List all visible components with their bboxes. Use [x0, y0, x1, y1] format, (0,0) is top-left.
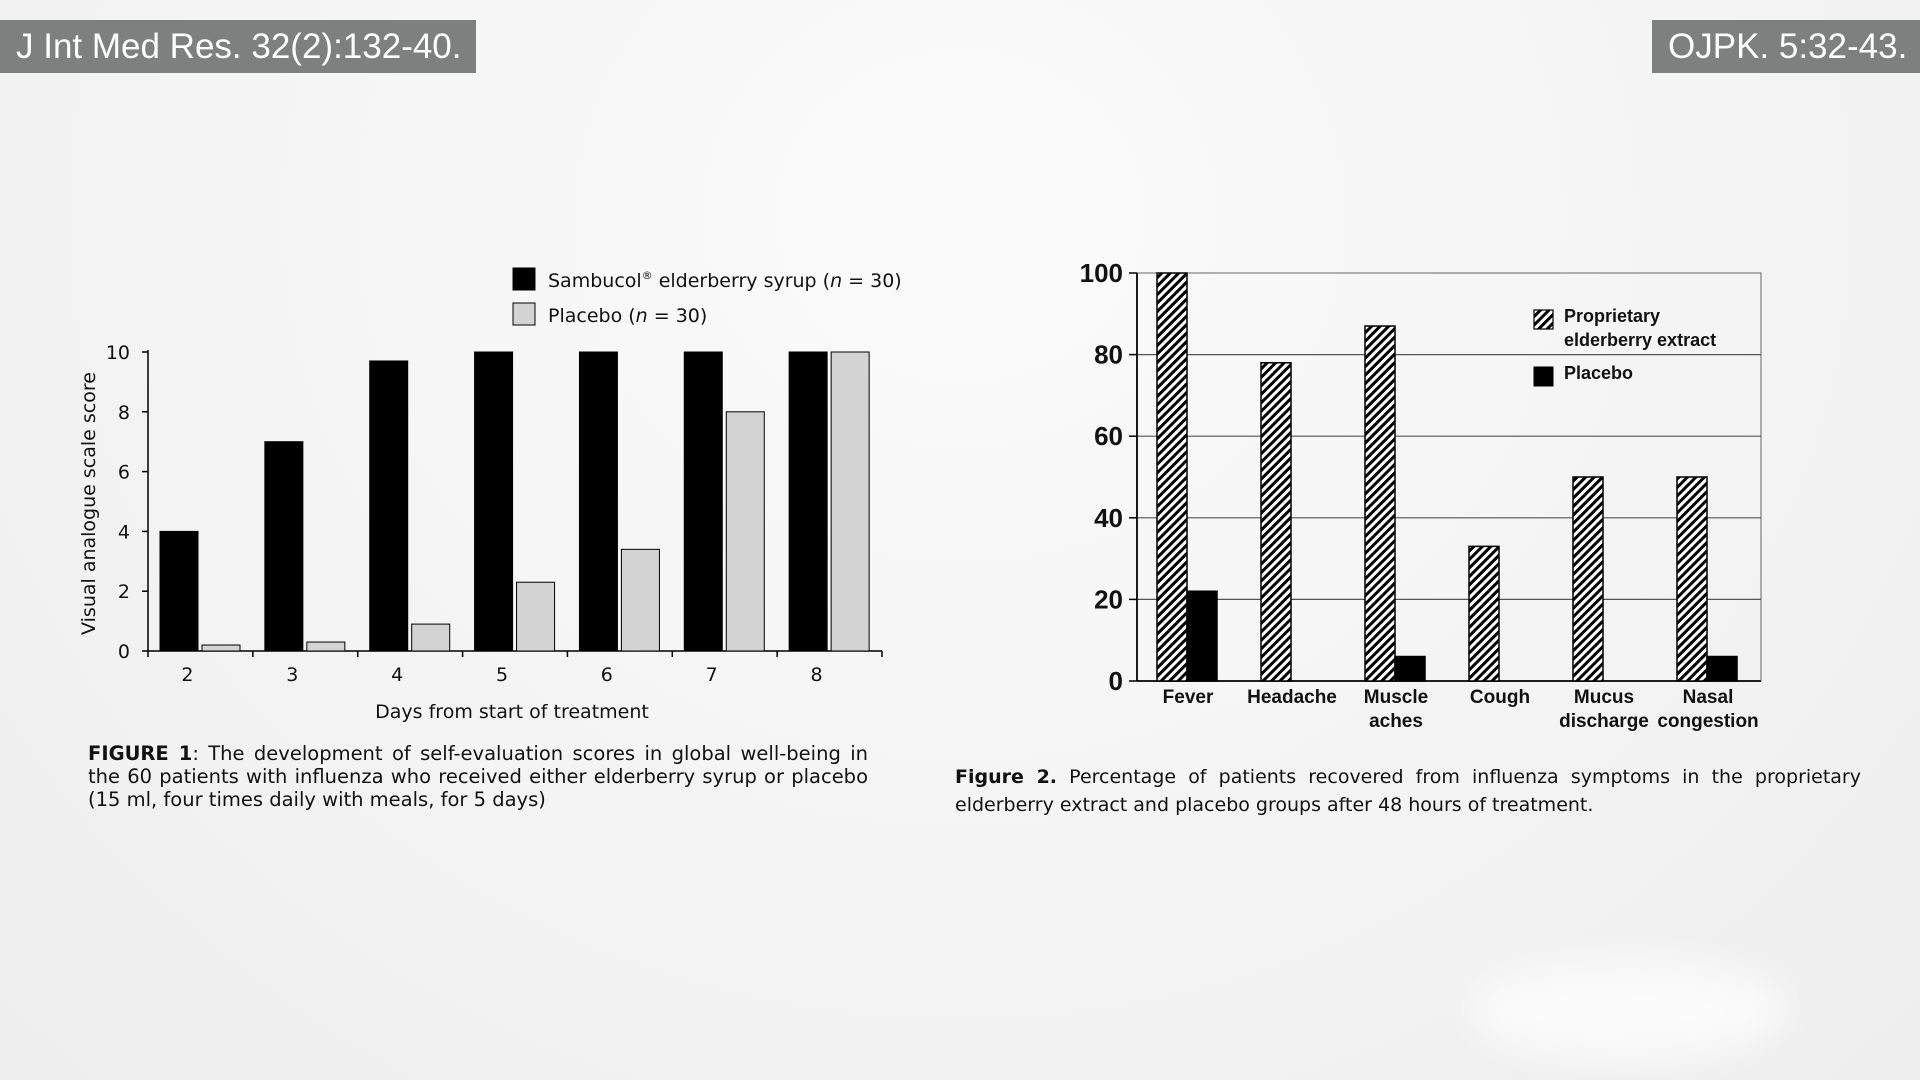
x-tick-label: [1247, 687, 1337, 708]
legend-text-n: n: [635, 305, 648, 327]
x-tick-label-line: Fever: [1162, 687, 1214, 708]
legend-text-suffix: = 30): [842, 270, 902, 292]
y-tick-label: 4: [117, 521, 130, 544]
legend-label-placebo: Placebo: [1564, 363, 1634, 383]
legend-text-mid: elderberry syrup (: [652, 270, 831, 292]
figure1-caption-text: : The development of self-evaluation scores in global well-being in the 60 patients with influenza who received either elderberry syrup or placebo (15 ml, four times daily with meals, for 5 days): [88, 742, 868, 811]
reference-label-left: J Int Med Res. 32(2):132-40.: [0, 20, 476, 73]
x-tick-label-line: Mucus: [1573, 687, 1635, 708]
registered-mark: ®: [641, 269, 653, 282]
legend-swatch-sambucol: [513, 268, 535, 290]
x-tick-label-line: Headache: [1247, 687, 1337, 708]
legend-text-prefix: Placebo (: [548, 305, 636, 327]
x-tick-label: [1657, 687, 1758, 732]
bar-placebo: [412, 624, 450, 651]
legend-text-prefix: Sambucol: [548, 270, 642, 292]
x-tick-label-line: discharge: [1559, 711, 1649, 732]
legend-label-sambucol: [548, 269, 902, 292]
legend-swatch-elderberry: [1534, 310, 1553, 329]
bar-elderberry: [1261, 363, 1291, 681]
bar-placebo: [621, 549, 659, 651]
legend-text-suffix: = 30): [647, 305, 708, 327]
x-tick-label-line: congestion: [1657, 711, 1759, 732]
legend-text-n: n: [830, 270, 843, 292]
y-tick-label: 10: [105, 342, 130, 364]
bar-elderberry: [1365, 326, 1395, 681]
x-axis-label: Days from start of treatment: [375, 701, 649, 723]
y-tick-label: 8: [117, 401, 130, 424]
bar-placebo: [1395, 657, 1425, 681]
x-tick-label: [1163, 687, 1214, 708]
x-tick-label: 6: [600, 664, 613, 686]
bar-placebo: [726, 412, 764, 651]
background-glow: [1470, 960, 1790, 1060]
legend-swatch-placebo: [1534, 367, 1553, 386]
x-tick-label: 8: [810, 664, 823, 686]
bar-placebo: [831, 352, 869, 651]
y-tick-label: 60: [1094, 421, 1123, 452]
legend-label-elderberry: [1564, 306, 1716, 350]
bar-elderberry: [1469, 546, 1499, 681]
x-tick-label: [1470, 687, 1530, 708]
x-tick-label: 3: [286, 664, 299, 686]
figure2-bar-chart: [1040, 240, 1800, 740]
figure1-caption-label: FIGURE 1: [88, 742, 193, 765]
legend-label-line: Proprietary: [1564, 306, 1661, 326]
legend-swatch-placebo: [513, 303, 535, 325]
figure2-caption-label: Figure 2.: [955, 766, 1058, 788]
figure1-bar-chart: [0, 250, 920, 740]
x-tick-label: [1559, 687, 1649, 732]
y-axis-label: Visual analogue scale score: [78, 372, 100, 635]
figure2-caption: [955, 763, 1861, 819]
bar-sambucol: [160, 531, 198, 651]
x-tick-label: 2: [181, 664, 194, 686]
y-tick-label: 100: [1079, 258, 1123, 288]
bar-placebo: [1187, 591, 1217, 681]
bar-sambucol: [265, 442, 303, 651]
bar-sambucol: [789, 352, 827, 651]
x-tick-label: [1364, 687, 1428, 732]
legend-label-line: elderberry extract: [1564, 330, 1717, 350]
bar-placebo: [307, 642, 345, 651]
x-tick-label-line: Cough: [1469, 687, 1531, 708]
bar-elderberry: [1157, 273, 1187, 681]
y-tick-label: 6: [117, 461, 130, 484]
bar-sambucol: [684, 352, 722, 651]
y-tick-label: 0: [1108, 666, 1123, 696]
bar-elderberry: [1573, 477, 1603, 681]
y-tick-label: 2: [117, 581, 130, 604]
x-tick-label: 4: [391, 664, 404, 686]
x-tick-label-line: aches: [1369, 711, 1423, 732]
x-tick-label-line: Nasal: [1682, 687, 1734, 708]
y-tick-label: 0: [117, 641, 130, 663]
bar-elderberry: [1677, 477, 1707, 681]
x-tick-label: 7: [705, 664, 718, 686]
y-tick-label: 40: [1094, 502, 1123, 533]
legend-label-placebo: [548, 305, 707, 327]
bar-placebo: [517, 582, 555, 651]
reference-label-right: OJPK. 5:32-43.: [1652, 20, 1920, 73]
y-tick-label: 20: [1094, 584, 1123, 615]
x-tick-label-line: Muscle: [1363, 687, 1429, 708]
figure2-caption-text: Percentage of patients recovered from influenza symptoms in the proprietary elderberry extract and placebo groups after 48 hours of treatment.: [955, 766, 1861, 816]
y-tick-label: 80: [1094, 339, 1123, 370]
x-tick-label: 5: [495, 664, 509, 686]
bar-sambucol: [579, 352, 617, 651]
bar-placebo: [1707, 657, 1737, 681]
bar-sambucol: [475, 352, 513, 651]
bar-placebo: [202, 645, 240, 651]
bar-sambucol: [370, 361, 408, 651]
figure1-caption: [88, 742, 868, 811]
